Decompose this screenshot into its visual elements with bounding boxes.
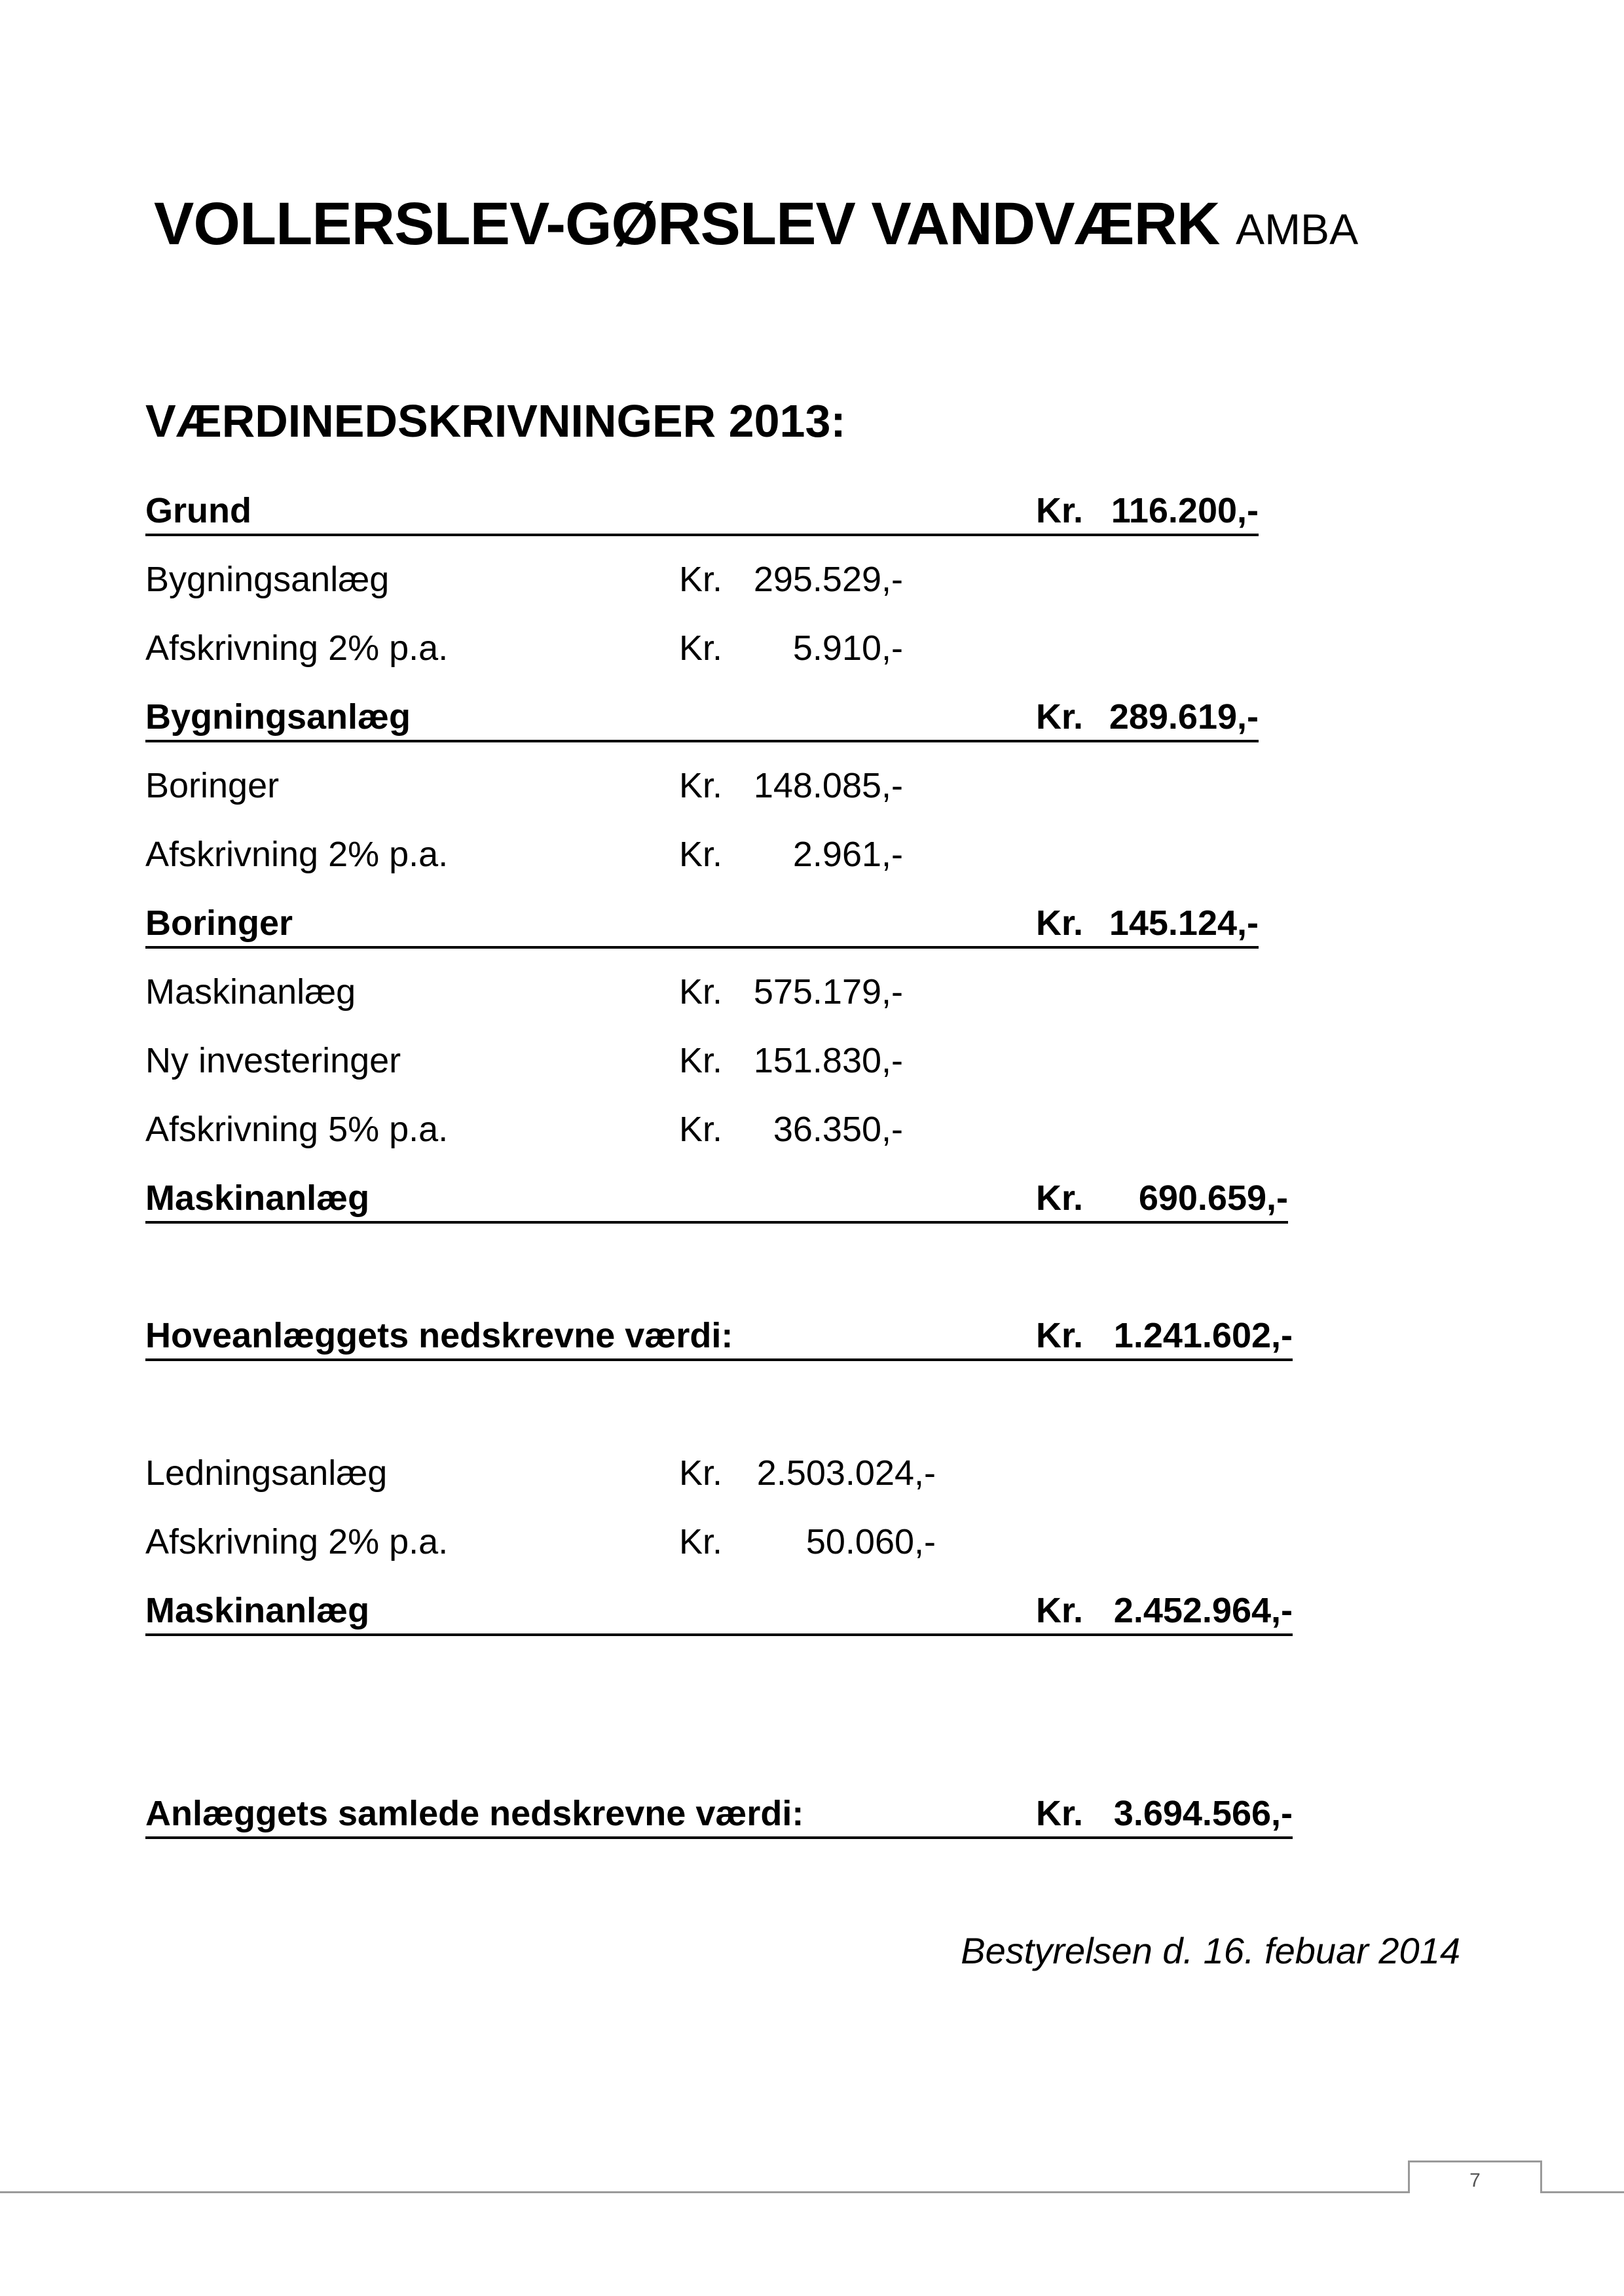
- currency-label: Kr.: [679, 835, 723, 874]
- currency-label: Kr.: [1036, 1591, 1084, 1630]
- total-amount: 3.694.566,-: [1113, 1794, 1293, 1833]
- row-label: Ny investeringer: [145, 1041, 401, 1080]
- maskin-new-investment-row: [145, 1038, 903, 1084]
- main-plant-total-row: [145, 1313, 1293, 1361]
- row-label: Afskrivning 2% p.a.: [145, 1522, 449, 1561]
- bygning-value-row: [145, 556, 903, 602]
- row-label: Grund: [145, 491, 251, 530]
- maskin-value-row: [145, 969, 903, 1015]
- row-label: Afskrivning 5% p.a.: [145, 1110, 449, 1149]
- board-signature-line: Bestyrelsen d. 16. febuar 2014: [961, 1930, 1460, 1971]
- currency-label: Kr.: [679, 1453, 723, 1493]
- ledning-value-row: [145, 1450, 938, 1496]
- grand-total-row: [145, 1791, 1293, 1839]
- total-amount: 145.124,-: [1109, 903, 1259, 943]
- currency-label: Kr.: [679, 629, 723, 668]
- currency-label: Kr.: [679, 766, 723, 805]
- currency-label: Kr.: [1036, 491, 1084, 530]
- amount: 2.503.024,-: [756, 1453, 936, 1493]
- footer-rule: [0, 2191, 1408, 2193]
- amount: 36.350,-: [773, 1110, 903, 1149]
- row-label: Hoveanlæggets nedskrevne værdi:: [145, 1316, 733, 1355]
- ledning-total-row: [145, 1588, 1293, 1636]
- currency-label: Kr.: [679, 1522, 723, 1561]
- ledning-depreciation-row: [145, 1519, 938, 1565]
- amount: 5.910,-: [792, 629, 903, 668]
- currency-label: Kr.: [1036, 1316, 1084, 1355]
- row-label: Bygningsanlæg: [145, 697, 411, 737]
- currency-label: Kr.: [679, 560, 723, 599]
- footer-rule-right: [1540, 2191, 1624, 2193]
- total-amount: 289.619,-: [1109, 697, 1259, 737]
- total-amount: 116.200,-: [1111, 491, 1259, 530]
- currency-label: Kr.: [1036, 1178, 1084, 1218]
- bygning-depreciation-row: [145, 625, 903, 671]
- row-label: Maskinanlæg: [145, 1591, 370, 1630]
- grund-total-row: [145, 488, 1259, 536]
- page-number-tab: [1408, 2160, 1542, 2193]
- amount: 2.961,-: [792, 835, 903, 874]
- amount: 575.179,-: [753, 972, 903, 1011]
- maskin-total-row: [145, 1175, 1288, 1224]
- section-heading: VÆRDINEDSKRIVNINGER 2013:: [145, 395, 846, 446]
- boringer-depreciation-row: [145, 831, 903, 877]
- row-label: Afskrivning 2% p.a.: [145, 629, 449, 668]
- amount: 151.830,-: [753, 1041, 903, 1080]
- document-title: [154, 191, 1358, 257]
- row-label: Boringer: [145, 903, 293, 943]
- boringer-value-row: [145, 763, 903, 809]
- currency-label: Kr.: [1036, 697, 1084, 737]
- page-number: 7: [1469, 2170, 1481, 2191]
- total-amount: 1.241.602,-: [1113, 1316, 1293, 1355]
- org-suffix: AMBA: [1236, 205, 1359, 253]
- total-amount: 690.659,-: [1138, 1178, 1288, 1218]
- bygning-total-row: [145, 694, 1259, 742]
- org-name: VOLLERSLEV-GØRSLEV VANDVÆRK: [154, 191, 1220, 257]
- currency-label: Kr.: [1036, 903, 1084, 943]
- currency-label: Kr.: [679, 1041, 723, 1080]
- maskin-depreciation-row: [145, 1106, 903, 1152]
- row-label: Anlæggets samlede nedskrevne værdi:: [145, 1794, 804, 1833]
- amount: 148.085,-: [753, 766, 903, 805]
- row-label: Afskrivning 2% p.a.: [145, 835, 449, 874]
- row-label: Maskinanlæg: [145, 1178, 370, 1218]
- amount: 295.529,-: [753, 560, 903, 599]
- amount: 50.060,-: [805, 1522, 936, 1561]
- row-label: Ledningsanlæg: [145, 1453, 388, 1493]
- row-label: Bygningsanlæg: [145, 560, 390, 599]
- row-label: Boringer: [145, 766, 280, 805]
- currency-label: Kr.: [1036, 1794, 1084, 1833]
- total-amount: 2.452.964,-: [1113, 1591, 1293, 1630]
- currency-label: Kr.: [679, 1110, 723, 1149]
- boringer-total-row: [145, 900, 1259, 949]
- currency-label: Kr.: [679, 972, 723, 1011]
- row-label: Maskinanlæg: [145, 972, 356, 1011]
